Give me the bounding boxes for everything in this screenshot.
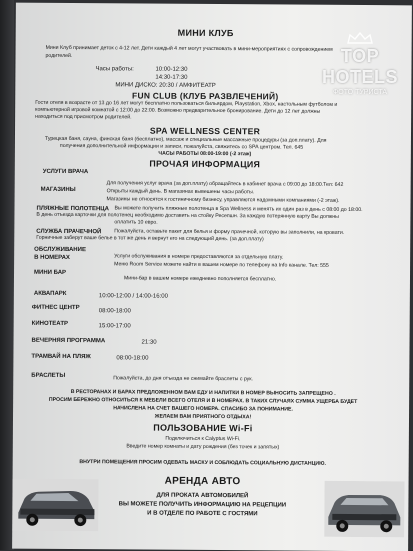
room-service-text-1: Услуги обслуживания в номере предоставляются за отдельную плату.: [114, 253, 284, 261]
notice-line-2: ПРОСИМ БЕРЕЖНО ОТНОСИТЬСЯ К МЕБЕЛИ ВСЕГО ОТЕЛЯ И В НОМЕРАХ. В ТАКИХ СЛУЧАЯХ СУММА УЩЕРБА БУДЕТ: [48, 396, 358, 406]
tophotels-watermark: [315, 32, 405, 96]
mini-club-hours-label: Часы работы:: [95, 66, 134, 73]
car-rental-line-2: ВЫ МОЖЕТЕ ПОЛУЧИТЬ ИНФОРМАЦИЮ НА РЕЦЕПЦИИ: [118, 501, 287, 509]
mini-club-intro-1: Мини Клуб принимает деток с 4-12 лет. Дети каждый 4 лет могут участвовать в мини-мероприятиях с сопровождением: [45, 44, 333, 53]
room-service-label-2: В НОМЕРАХ: [34, 254, 70, 262]
spa-text-2: получения дополнительной информации и записи, пожалуйста, свяжитесь со SPA центром. Тел. 645: [59, 142, 304, 151]
shops-text-2: Магазины не относятся к гостиничному бизнесу, управляются надомными компаниями (-2 этаж).: [106, 196, 340, 204]
other-info-title: ПРОЧАЯ ИНФОРМАЦИЯ: [149, 158, 261, 170]
evening-program-time: 21:30: [141, 339, 157, 346]
minibar-text: Мини-бар в вашем номере ежедневно пополняется бесплатно.: [123, 275, 277, 283]
fun-club-text-1: Гости отеля в возрасте от 13 до 16 лет могут бесплатно пользоваться бильярдом, Playstation, Xbox, настольным футболом и: [35, 99, 338, 108]
mini-disco: МИНИ ДИСКО: 20:30 / АМФИТЕАТР: [115, 82, 216, 90]
towels-text-1: Вы можете получить пляжные полотенца в Spa Wellness и менять их один раз в день с 08:00 до 18:00.: [114, 205, 363, 214]
mini-club-intro-2: родителей.: [45, 52, 73, 60]
shops-text-1: Открыты каждый день. В магазинах вывешены часы работы.: [106, 188, 255, 196]
spa-title: SPA WELLNESS CENTER: [149, 125, 261, 137]
aquapark-hours: 10:00-12:00 / 14:00-16:00: [98, 293, 168, 300]
bracelets-text: Пожалуйста, до дня отъезда не снимайте браслеты с рук.: [113, 375, 254, 383]
spa-hours: ЧАСЫ РАБОТЫ 08:00-19:00 (-2 этаж): [158, 150, 252, 158]
minibar-label: МИНИ БАР: [34, 269, 67, 276]
car-rental-title: АРЕНДА АВТО: [164, 475, 241, 488]
mask-notice: ВНУТРИ ПОМЕЩЕНИЯ ПРОСИМ ОДЕВАТЬ МАСКУ И СОБЛЮДАТЬ СОЦИАЛЬНУЮ ДИСТАНЦИЮ.: [79, 459, 326, 467]
evening-program-label: ВЕЧЕРНЯЯ ПРОГРАММА: [31, 337, 106, 345]
fitness-hours: 08:00-18:00: [98, 308, 131, 315]
doctor-label: УСЛУГИ ВРАЧА: [42, 168, 89, 176]
cinema-label: КИНОТЕАТР: [31, 320, 69, 327]
car-image-right: [324, 481, 404, 538]
beach-tram-label: ТРАМВАЙ НА ПЛЯЖ: [31, 353, 91, 361]
fun-club-title: FUN CLUB (КЛУБ РАЗВЛЕЧЕНИЙ): [132, 90, 279, 102]
notice-line-3: НАЧИСЛЕНА НА СЧЕТ ВАШЕГО НОМЕРА. СПАСИБО ЗА ПОНИМАНИЕ.: [113, 405, 293, 413]
notice-line-4: ЖЕЛАЕМ ВАМ ПРИЯТНОГО ОТДЫХА!: [154, 413, 252, 421]
mini-club-hours-1: 10:00-12:30: [155, 66, 188, 73]
doctor-text: Для получения услуг врача (за доп.плату) обращайтесь в кабинет врача с 09:00 до 18:00.Тел: 642: [106, 180, 344, 188]
shops-label: МАГАЗИНЫ: [40, 186, 76, 194]
car-rental-line-1: ДЛЯ ПРОКАТА АВТОМОБИЛЕЙ: [156, 492, 249, 500]
towels-label: ПЛЯЖНЫЕ ПОЛОТЕНЦА: [36, 205, 110, 213]
bracelets-label: БРАСЛЕТЫ: [31, 372, 66, 379]
mini-club-title: МИНИ КЛУБ: [177, 27, 234, 39]
wifi-line-1: Подключиться к Calyptus Wi-Fi.: [165, 435, 241, 443]
watermark-brand: TOP HOTELS: [321, 46, 398, 87]
spa-text-1: Турецкая баня, сауна, финская баня (бесплатно), массаж и специальные массажные процедуры (за доп.плату). Для: [44, 135, 327, 144]
watermark-caption: ФОТО ТУРИСТА: [332, 89, 388, 96]
fun-club-text-2: компьютерной игровой комнатой с 12:00 до 22:00. Возможно предварительное бронирование. Дети до 12 лет должны: [35, 106, 321, 115]
wifi-line-2: Введите номер комнаты и дату рождения (без точек и запятых): [126, 443, 280, 451]
laundry-text-2: Горничные заберут ваше белье в тот же день и вернут его на следующий день. (за доп.плату): [36, 234, 264, 243]
laundry-text-1: Пожалуйста, оставьте пакет для белья и форму прачечной, которую вы заполнили, на кровати.: [114, 228, 345, 236]
room-service-label: ОБСЛУЖИВАНИЕ: [34, 246, 86, 254]
towels-text-3: оплатить 10 евро.: [114, 219, 158, 226]
car-image-left: [12, 479, 98, 532]
notice-line-1: В РЕСТОРАНАХ И БАРАХ ПРЕДЛОЖЕННОМ ВАМ ЕДУ И НАПИТКИ В НОМЕР ВЫНОСИТЬ ЗАПРЕЩЕНО .: [70, 389, 336, 397]
fitness-label: ФИТНЕС ЦЕНТР: [31, 304, 80, 312]
fun-club-text-3: находиться под присмотром родителей.: [35, 113, 132, 121]
laundry-label: СЛУЖБА ПРАЧЕЧНОЙ: [36, 228, 102, 236]
beach-tram-hours: 08:00-18:00: [116, 355, 149, 362]
wifi-title: ПОЛЬЗОВАНИЕ Wi-Fi: [153, 422, 253, 434]
crown-icon: [347, 32, 373, 44]
towels-text-2: В день отъезда карточки для полотенец необходимо доставить на стойку Ресепшн. За каждую потерянную карту Вы должны: [36, 211, 339, 220]
aquapark-label: АКВАПАРК: [33, 290, 67, 297]
car-rental-line-3: И В ОТДЕЛЕ ПО РАБОТЕ С ГОСТЯМИ: [147, 510, 258, 518]
cinema-hours: 15:00-17:00: [98, 323, 131, 330]
mini-club-hours-2: 14:30-17:30: [155, 74, 188, 81]
room-service-text-2: Меню Room Service можете найти в вашем номере по телефону на Info канале. Тел: 555: [114, 261, 329, 269]
